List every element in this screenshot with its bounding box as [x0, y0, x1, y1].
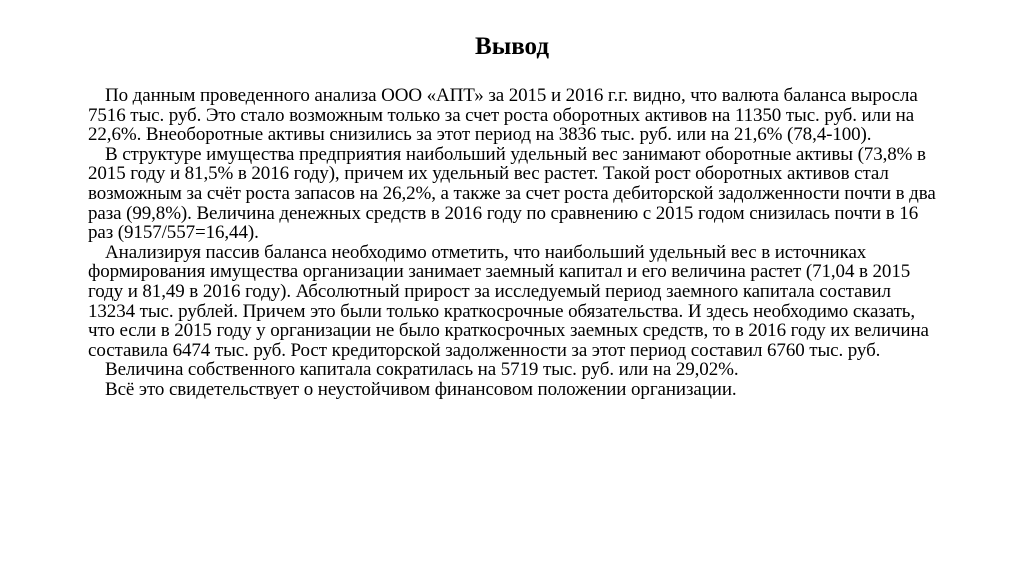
paragraph-balance-growth: По данным проведенного анализа ООО «АПТ» за 2015 и 2016 г.г. видно, что валюта баланса выросла 7516 тыс. руб. Это стало возможным только за счет роста оборотных активов на 11350 тыс. руб. или на 22,6%. Внеоборотные активы снизились за этот период на 3836 тыс. руб. или на 21,6% (78,4-100). — [88, 85, 918, 146]
paragraph-asset-structure: В структуре имущества предприятия наибольший удельный вес занимают оборотные активы (73,8% в 2015 году и 81,5% в 2016 году), причем их удельный вес растет. Такой рост оборотных активов стал возможным за счёт роста запасов на 26,2%, а также за счет роста дебиторской задолженности почти в два раза (99,8%). Величина денежных средств в 2016 году по сравнению с 2015 годом снизилась почти в 16 раз (9157/557=16,44). — [88, 143, 936, 244]
paragraph-conclusion: Всё это свидетельствует о неустойчивом финансовом положении организации. — [105, 378, 737, 400]
paragraph-equity-decrease: Величина собственного капитала сократилась на 5719 тыс. руб. или на 29,02%. — [105, 359, 739, 381]
slide-body — [88, 86, 936, 400]
paragraph-liabilities-analysis: Анализируя пассив баланса необходимо отметить, что наибольший удельный вес в источниках формирования имущества организации занимает заемный капитал и его величина растет (71,04 в 2015 году и 81,49 в 2016 году). Абсолютный прирост за исследуемый период заемного капитала составил 13234 тыс. рублей. Причем это были только краткосрочные обязательства. И здесь необходимо сказать, что если в 2015 году у организации не было краткосрочных заемных средств, то в 2016 году их величина составила 6474 тыс. руб. Рост кредиторской задолженности за этот период составил 6760 тыс. руб. — [88, 241, 929, 361]
slide-title: Вывод — [475, 33, 549, 60]
